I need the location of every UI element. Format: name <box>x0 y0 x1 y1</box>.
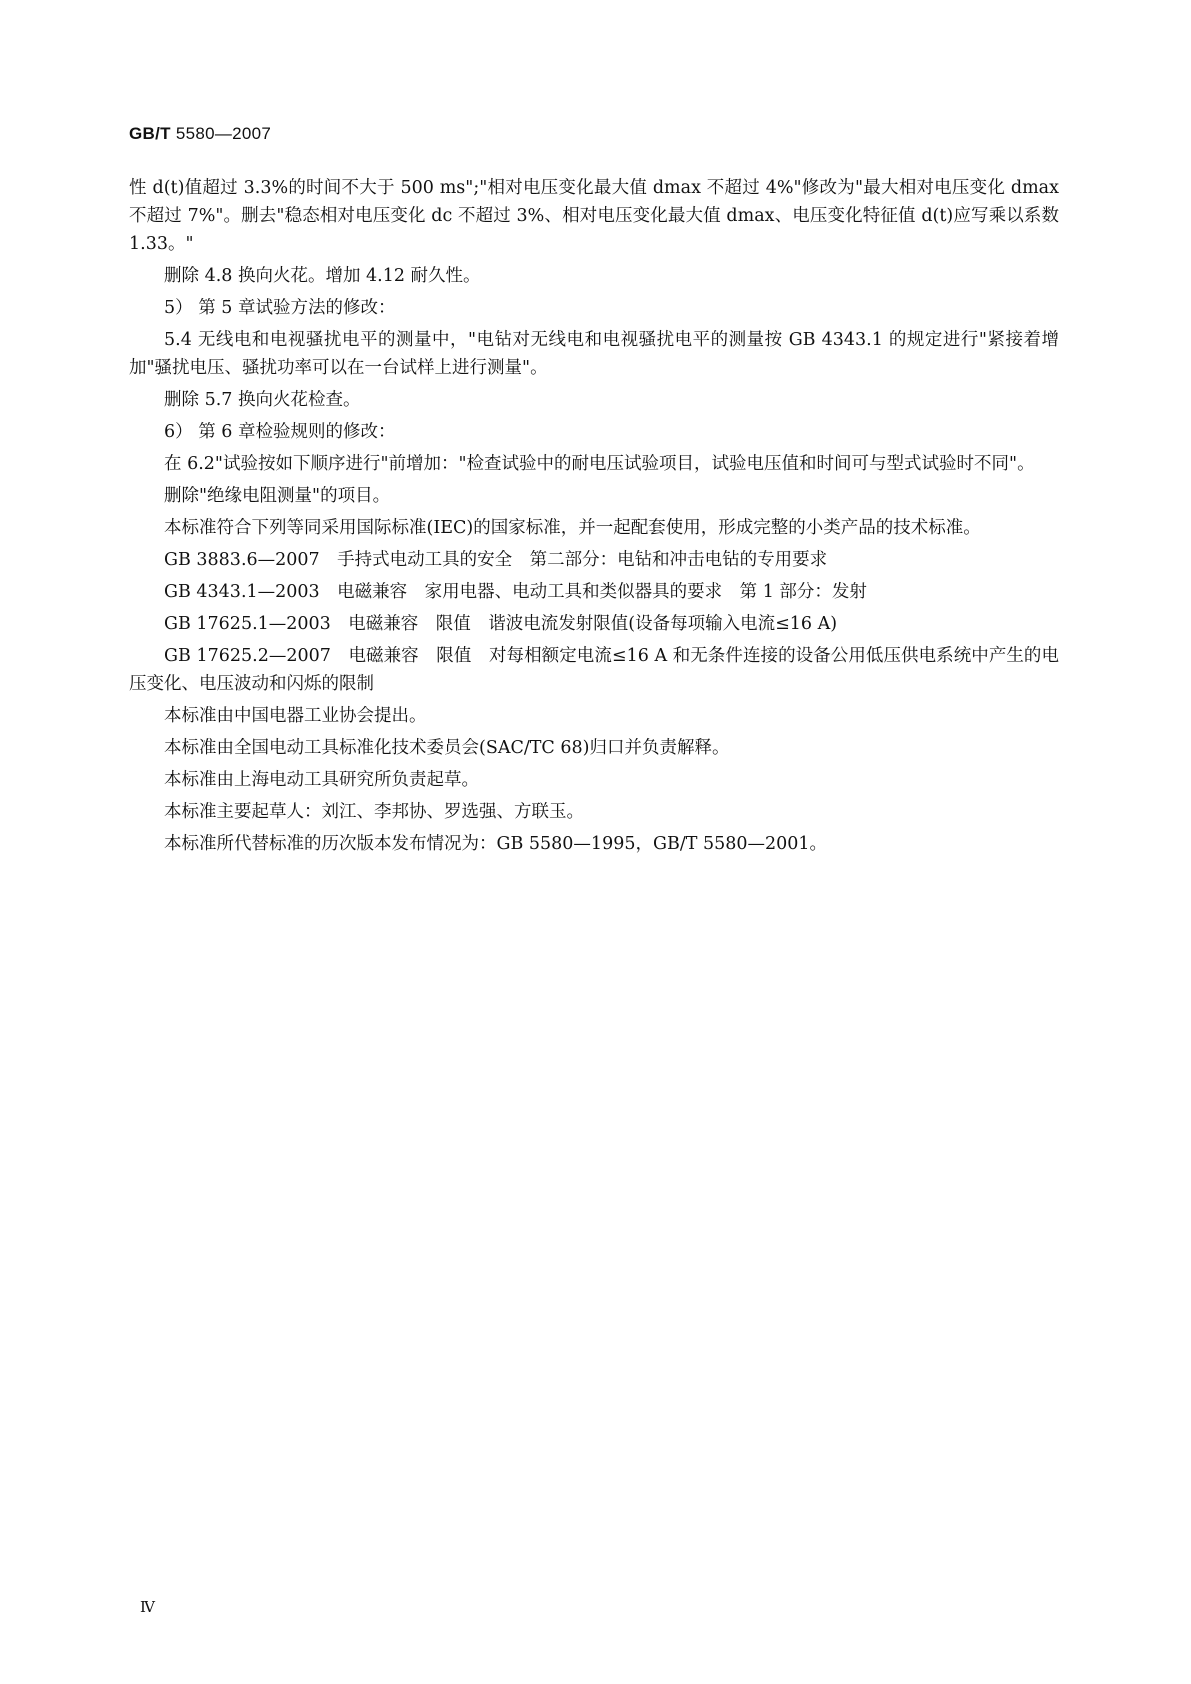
closing-line: 本标准由中国电器工业协会提出。 <box>164 706 427 726</box>
paragraph: 6） 第 6 章检验规则的修改： <box>164 422 396 442</box>
paragraph: 删除"绝缘电阻测量"的项目。 <box>164 486 391 506</box>
paragraph: 5.4 无线电和电视骚扰电平的测量中，"电钻对无线电和电视骚扰电平的测量按 GB 4343.1 的规定进行"紧接着增加"骚扰电压、骚扰功率可以在一台试样上进行测量"。 <box>129 330 1059 378</box>
closing-line: 本标准由全国电动工具标准化技术委员会(SAC/TC 68)归口并负责解释。 <box>164 738 730 758</box>
closing-line: 本标准所代替标准的历次版本发布情况为：GB 5580—1995，GB/T 5580—2001。 <box>164 834 828 854</box>
closing-line: 本标准由上海电动工具研究所负责起草。 <box>164 770 479 790</box>
reference-item: GB 4343.1—2003 电磁兼容 家用电器、电动工具和类似器具的要求 第 1 部分：发射 <box>164 582 867 602</box>
page-number: Ⅳ <box>140 1598 155 1616</box>
paragraph: 删除 4.8 换向火花。增加 4.12 耐久性。 <box>164 266 481 286</box>
closing-line: 本标准主要起草人：刘江、李邦协、罗选强、方联玉。 <box>164 802 584 822</box>
paragraph: 5） 第 5 章试验方法的修改： <box>164 298 396 318</box>
standard-number: 5580—2007 <box>175 124 272 143</box>
reference-item: GB 17625.2—2007 电磁兼容 限值 对每相额定电流≤16 A 和无条件连接的设备公用低压供电系统中产生的电压变化、电压波动和闪烁的限制 <box>129 646 1059 694</box>
standard-prefix: GB/T <box>129 124 171 143</box>
reference-item: GB 17625.1—2003 电磁兼容 限值 谐波电流发射限值(设备每项输入电流≤16 A) <box>164 614 838 634</box>
reference-item: GB 3883.6—2007 手持式电动工具的安全 第二部分：电钻和冲击电钻的专用要求 <box>164 550 828 570</box>
document-body <box>129 174 1059 862</box>
paragraph: 在 6.2"试验按如下顺序进行"前增加："检查试验中的耐电压试验项目，试验电压值和时间可与型式试验时不同"。 <box>164 454 1035 474</box>
paragraph: 本标准符合下列等同采用国际标准(IEC)的国家标准，并一起配套使用，形成完整的小类产品的技术标准。 <box>164 518 981 538</box>
paragraph-continuation: 性 d(t)值超过 3.3%的时间不大于 500 ms";"相对电压变化最大值 dmax 不超过 4%"修改为"最大相对电压变化 dmax 不超过 7%"。删去"稳态相对电压变化 dc 不超过 3%、相对电压变化最大值 dmax、电压变化特征值 d(t)应写乘以系数 1.33。" <box>129 178 1059 254</box>
paragraph: 删除 5.7 换向火花检查。 <box>164 390 361 410</box>
standard-code-header <box>129 124 271 144</box>
